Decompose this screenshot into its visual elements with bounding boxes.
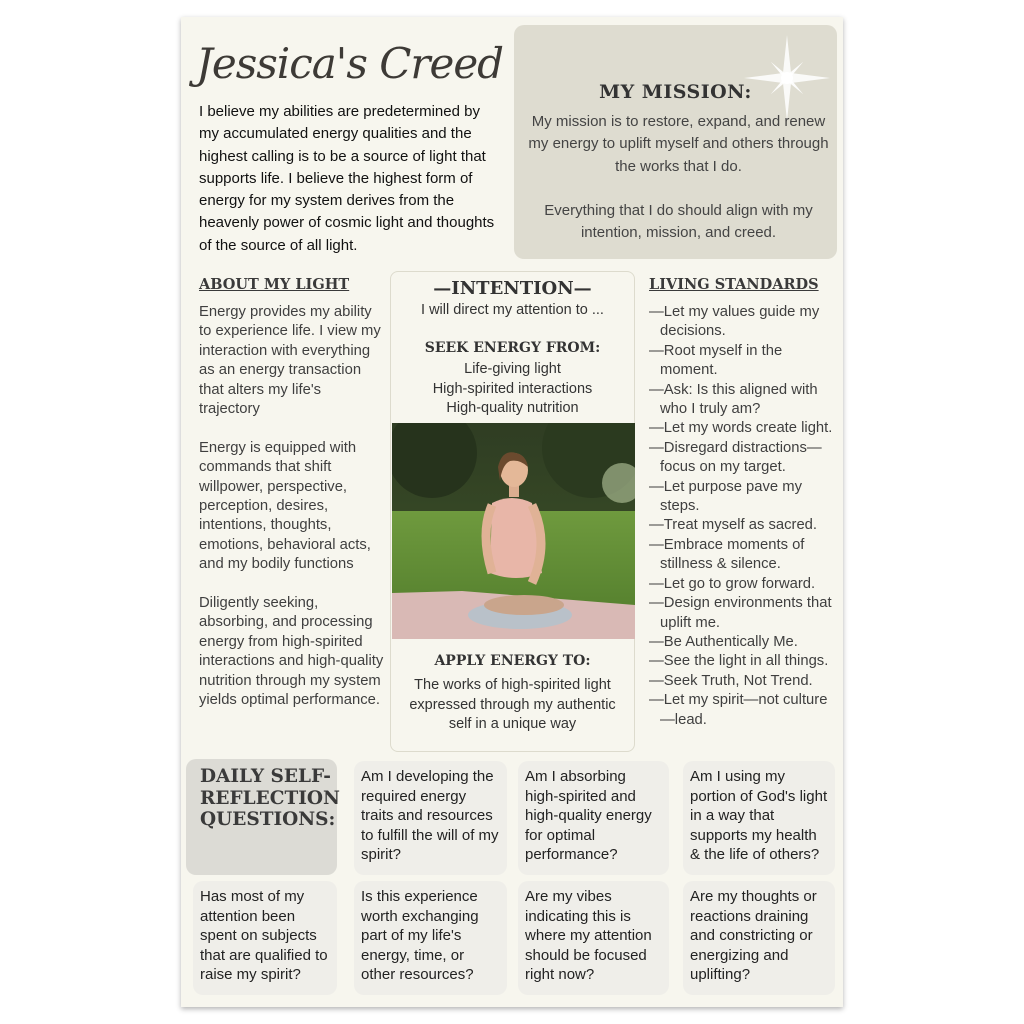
question-card: Am I absorbing high-spirited and high-quality energy for optimal performance?	[518, 761, 669, 875]
creed-poster	[181, 17, 843, 1007]
seek-item: High-quality nutrition	[446, 400, 579, 416]
list-item: —Disregard distractions—focus on my target.	[649, 439, 822, 476]
list-item: —Seek Truth, Not Trend.	[649, 672, 813, 689]
standards-list	[649, 303, 839, 730]
question-card: Are my thoughts or reactions draining and constricting or energizing and uplifting?	[683, 881, 835, 995]
list-item: —Let go to grow forward.	[649, 575, 816, 592]
apply-text: The works of high-spirited light expressed through my authentic self in a unique way	[409, 677, 616, 732]
list-item: —Be Authentically Me.	[649, 633, 798, 650]
meditation-photo	[392, 423, 635, 639]
list-item: —Ask: Is this aligned with who I truly am?	[649, 381, 818, 418]
standards-heading: LIVING STANDARDS	[649, 276, 819, 293]
about-heading: ABOUT MY LIGHT	[199, 276, 350, 293]
intention-subtitle: I will direct my attention to ...	[421, 302, 604, 318]
seek-item: Life-giving light	[464, 361, 561, 377]
list-item: —Design environments that uplift me.	[649, 595, 832, 631]
page-title: Jessica's Creed	[196, 39, 504, 88]
creed-statement: I believe my abilities are predetermined by my accumulated energy qualities and the highest calling is to be a source of light that supports life. I believe the highest form of energy for my system derives from the heavenly power of cosmic light and thoughts of the source of all light.	[199, 103, 495, 254]
list-item: —Embrace moments of stillness & silence.	[649, 536, 805, 573]
mission-paragraph: Everything that I do should align with my intention, mission, and creed.	[544, 202, 813, 242]
list-item: —Root myself in the moment.	[649, 342, 783, 379]
intention-heading: —INTENTION—	[433, 278, 592, 299]
apply-heading: APPLY ENERGY TO:	[434, 653, 591, 669]
question-card: Am I using my portion of God's light in a way that supports my health & the life of others?	[683, 761, 835, 875]
list-item: —See the light in all things.	[649, 653, 829, 670]
mission-paragraph: My mission is to restore, expand, and renew my energy to uplift myself and others through the works that I do.	[528, 113, 829, 175]
seek-list	[391, 360, 634, 419]
list-item: —Let purpose pave my steps.	[649, 478, 802, 515]
list-item: —Let my spirit—not culture—lead.	[649, 692, 828, 728]
list-item: —Let my words create light.	[649, 420, 833, 437]
question-card: Are my vibes indicating this is where my attention should be focused right now?	[518, 881, 669, 995]
question-card: Has most of my attention been spent on subjects that are qualified to raise my spirit?	[193, 881, 337, 995]
intention-card	[390, 271, 635, 752]
question-card: Am I developing the required energy traits and resources to fulfill the will of my spirit?	[354, 761, 507, 875]
question-card: Is this experience worth exchanging part of my life's energy, time, or other resources?	[354, 881, 507, 995]
about-paragraph: Energy provides my ability to experience life. I view my interaction with everything as an energy transaction that alters my life's trajectory	[199, 304, 381, 418]
seek-heading: SEEK ENERGY FROM:	[424, 340, 601, 356]
about-paragraph: Diligently seeking, absorbing, and processing energy from high-spirited interactions and high-quality nutrition through my system yields optimal performance.	[199, 595, 384, 709]
mission-heading: MY MISSION:	[599, 81, 752, 103]
mission-panel	[514, 25, 837, 259]
list-item: —Treat myself as sacred.	[649, 517, 818, 534]
seek-item: High-spirited interactions	[432, 380, 593, 397]
reflection-heading: DAILY SELF-REFLECTION QUESTIONS:	[200, 766, 340, 830]
about-paragraph: Energy is equipped with commands that shift willpower, perspective, perception, desires, intentions, thoughts, emotions, behavioral acts, and my bodily functions	[199, 439, 371, 573]
sparkle-icon	[742, 33, 832, 123]
reflection-heading-box	[186, 759, 340, 875]
about-section	[199, 303, 384, 730]
list-item: —Let my values guide my decisions.	[649, 304, 820, 340]
